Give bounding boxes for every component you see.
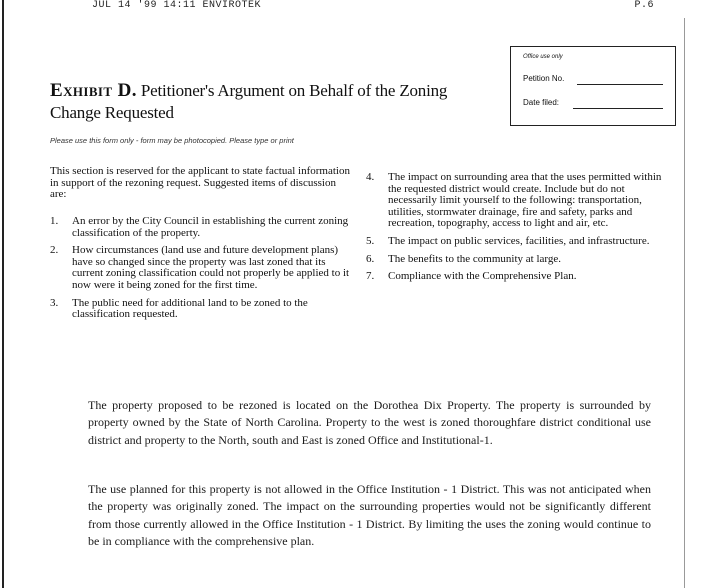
list-item: 3. The public need for additional land to be zoned to the classification requested. xyxy=(50,296,308,321)
exhibit-title: Petitioner's Argument on Behalf of the Zoning Change Requested xyxy=(50,81,448,122)
list-item: 7. Compliance with the Comprehensive Plan. xyxy=(366,270,577,283)
argument-paragraph-2: The use planned for this property is not allowed in the Office Institution - 1 District. This was not anticipated when the property was originally zoned. The impact on the surrounding properties would not be significantly different from those currently allowed in the Office Institution - 1 District. By limiting the uses the zoning would continue to be in compliance with the comprehensive plan. xyxy=(88,482,651,549)
discussion-list-right xyxy=(366,172,662,289)
list-item: 6. The benefits to the community at large. xyxy=(366,252,561,265)
list-item: 5. The impact on public services, facilities, and infrastructure. xyxy=(366,234,650,247)
scan-edge-left xyxy=(2,0,4,588)
argument-paragraph-1: The property proposed to be rezoned is located on the Dorothea Dix Property. The property is surrounded by property owned by the State of North Carolina. Property to the west is zoned thoroughfare district conditional use district and property to the North, south and East is zoned Office and Institutional-1. xyxy=(88,398,651,447)
list-item: 4. The impact on surrounding area that the uses permitted within the requested district would create. Include but do not necessarily limit yourself to the following: transportation, utilities, stormwater drainage, fire and safety, parks and recreation, topography, access to light and air, etc. xyxy=(366,171,662,230)
fax-header xyxy=(92,0,654,14)
list-item: 2. How circumstances (land use and future development plans) have so changed since the property was last zoned that its current zoning classification could not properly be applied to it now were it being zoned for the first time. xyxy=(50,244,350,291)
list-item: 1. An error by the City Council in establishing the current zoning classification of the property. xyxy=(50,215,349,239)
petition-number-label: Petition No. xyxy=(523,74,565,83)
fax-page-number: P.6 xyxy=(634,0,654,11)
fax-timestamp: JUL 14 '99 14:11 ENVIROTEK xyxy=(92,0,262,11)
date-filed-label: Date filed: xyxy=(523,98,560,107)
date-filed-line xyxy=(573,108,663,109)
intro-text: This section is reserved for the applicant to state factual information in support of the rezoning request. Suggested items of discussion are: xyxy=(50,165,350,201)
petition-number-line xyxy=(577,84,663,85)
discussion-list-left xyxy=(50,216,350,327)
form-note: Please use this form only - form may be photocopied. Please type or print xyxy=(50,136,294,145)
exhibit-heading xyxy=(50,80,470,124)
exhibit-label: Exhibit D. xyxy=(50,80,137,101)
office-use-title: Office use only xyxy=(523,54,563,60)
office-use-box xyxy=(510,46,676,126)
scan-edge-right xyxy=(684,18,685,588)
